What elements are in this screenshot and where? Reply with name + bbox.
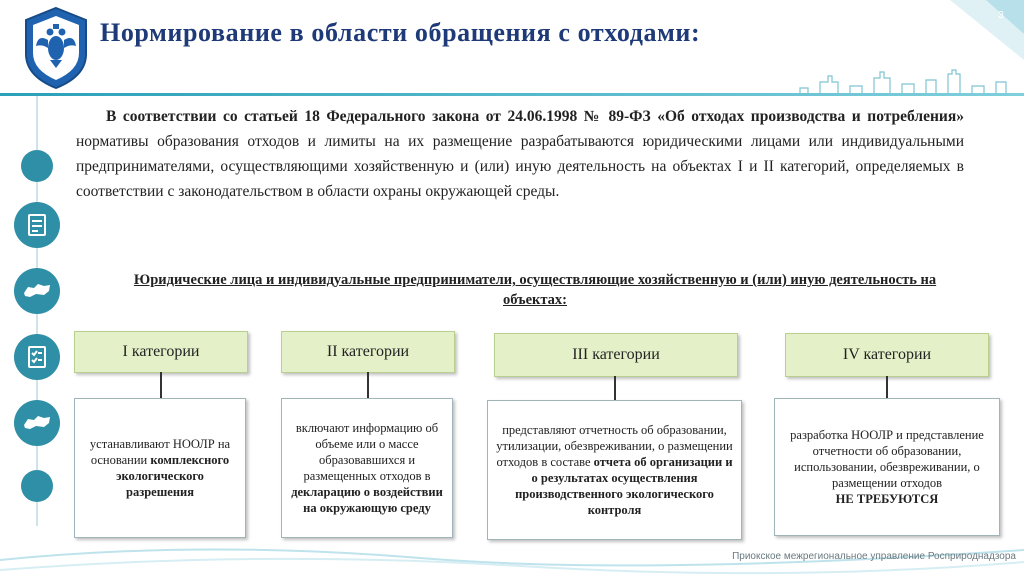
header-divider [0,93,1024,96]
category-4-header: IV категории [785,333,989,377]
emblem-logo [22,6,90,90]
category-2-desc-bold: декларацию о воздействии на окружающую среду [291,485,443,515]
category-4-description [774,398,1000,536]
connector [614,376,616,400]
category-4-desc-bold: НЕ ТРЕБУЮТСЯ [835,492,939,506]
connector [160,372,162,398]
russia-map-icon [14,268,60,314]
footer-organization: Приокское межрегиональное управление Росприроднадзора [732,551,1016,562]
connector [886,376,888,398]
category-2-header: II категории [281,331,455,373]
category-1-desc-plain: устанавливают НООЛР на основании [89,437,231,467]
city-skyline-decoration [780,66,1020,96]
category-3-desc-plain: представляют отчетность об образовании, утилизации, обезвреживании, о размещении отходов в составе [496,423,733,469]
subheading: Юридические лица и индивидуальные предприниматели, осуществляющие хозяйственную и (или) иную деятельность на объектах: [133,272,937,308]
intro-rest: нормативы образования отходов и лимиты на их размещение разрабатываются юридическими лицами или индивидуальными предпринимателями, осуществляющими хозяйственную и (или) иную деятельность на объектах I и II категорий, определяемых в соответствии с законодательством в области охраны окружающей среды. [76,133,964,200]
category-2-description [281,398,453,538]
page-number: 3 [998,10,1004,21]
page-title: Нормирование в области обращения с отходами: [100,18,701,47]
category-3-description [487,400,742,540]
checklist-icon [14,334,60,380]
document-form-icon [14,202,60,248]
intro-paragraph [76,104,964,204]
intro-bold-lead: В соответствии со статьей 18 Федерального закона от 24.06.1998 № 89-ФЗ «Об отходах производства и потребления» [106,108,964,125]
category-4-desc-plain: разработка НООЛР и представление отчетности об образовании, использовании, обезвреживании, о размещении отходов [790,428,984,490]
category-3-desc-bold: отчета об организации и о результатах осуществления производственного экологического контроля [515,455,733,517]
category-1-header: I категории [74,331,248,373]
category-2-desc-plain: включают информацию об объеме или о массе образовавшихся и размещенных отходов в [295,421,439,483]
bottom-wave-decoration [0,520,1024,576]
russia-map-icon [14,400,60,446]
connector [367,372,369,398]
rail-dot [21,470,53,502]
rail-dot [21,150,53,182]
category-1-description [74,398,246,538]
category-3-header: III категории [494,333,738,377]
category-1-desc-bold: комплексного экологического разрешения [116,453,230,499]
